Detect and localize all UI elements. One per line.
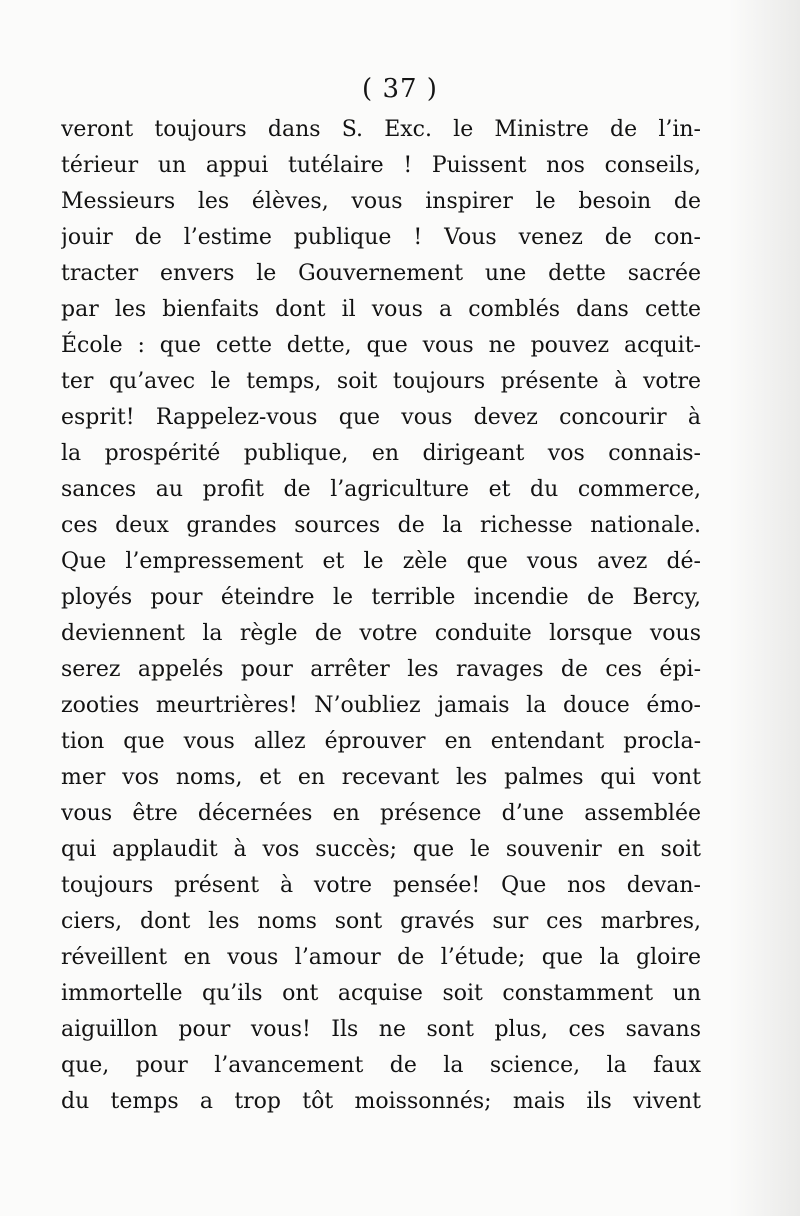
text-line: deviennent la règle de votre conduite lorsque vous [61, 621, 701, 646]
page-edge-shadow [730, 0, 800, 1216]
text-line: ployés pour éteindre le terrible incendie de Bercy, [61, 585, 701, 610]
text-line: Messieurs les élèves, vous inspirer le besoin de [61, 189, 701, 214]
text-line: mer vos noms, et en recevant les palmes qui vont [61, 765, 701, 790]
text-line: serez appelés pour arrêter les ravages de ces épi- [61, 657, 701, 682]
text-line: du temps a trop tôt moissonnés; mais ils vivent [61, 1089, 701, 1114]
text-line: esprit! Rappelez-vous que vous devez concourir à [61, 405, 701, 430]
text-line: École : que cette dette, que vous ne pouvez acquit- [61, 333, 701, 358]
text-line: jouir de l’estime publique ! Vous venez de con- [61, 225, 701, 250]
text-line: toujours présent à votre pensée! Que nos devan- [61, 873, 701, 898]
text-line: veront toujours dans S. Exc. le Ministre de l’in- [61, 117, 701, 142]
text-line: la prospérité publique, en dirigeant vos connais- [61, 441, 701, 466]
text-line: vous être décernées en présence d’une assemblée [61, 801, 701, 826]
text-line: ces deux grandes sources de la richesse nationale. [61, 513, 701, 538]
text-line: sances au profit de l’agriculture et du commerce, [61, 477, 701, 502]
text-line: qui applaudit à vos succès; que le souvenir en soit [61, 837, 701, 862]
text-line: que, pour l’avancement de la science, la faux [61, 1053, 701, 1078]
text-line: immortelle qu’ils ont acquise soit constamment un [61, 981, 701, 1006]
page-number: ( 37 ) [362, 74, 438, 104]
text-line: ter qu’avec le temps, soit toujours présente à votre [61, 369, 701, 394]
text-line: aiguillon pour vous! Ils ne sont plus, ces savans [61, 1017, 701, 1042]
text-line: tion que vous allez éprouver en entendant procla- [61, 729, 701, 754]
text-line: Que l’empressement et le zèle que vous avez dé- [61, 549, 701, 574]
body-text [61, 112, 701, 1120]
text-line: tracter envers le Gouvernement une dette sacrée [61, 261, 701, 286]
text-line: zooties meurtrières! N’oubliez jamais la douce émo- [61, 693, 701, 718]
text-line: réveillent en vous l’amour de l’étude; que la gloire [61, 945, 701, 970]
text-line: ciers, dont les noms sont gravés sur ces marbres, [61, 909, 701, 934]
text-line: par les bienfaits dont il vous a comblés dans cette [61, 297, 701, 322]
text-line: térieur un appui tutélaire ! Puissent nos conseils, [61, 153, 701, 178]
